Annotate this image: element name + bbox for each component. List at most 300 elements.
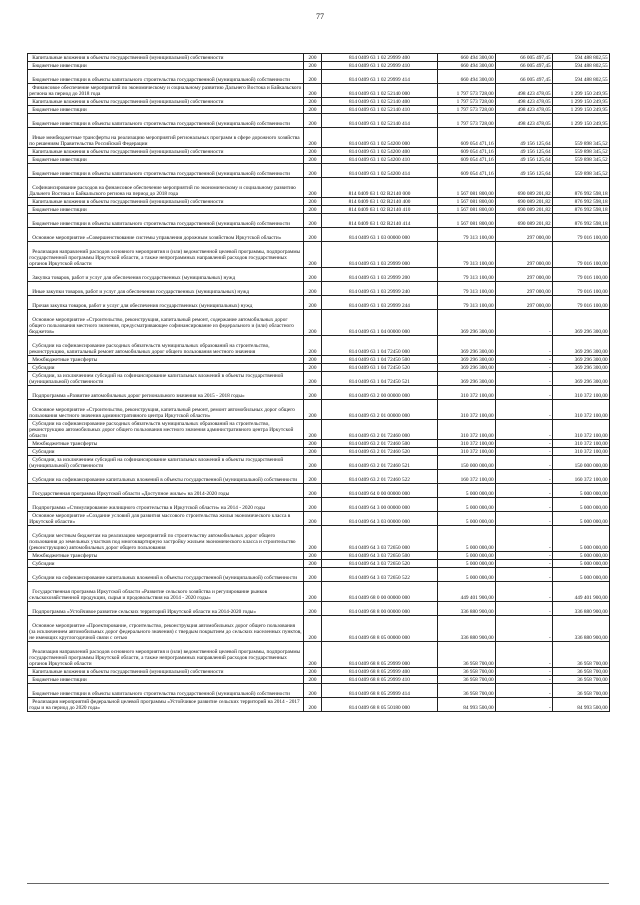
row-name: Иные межбюджетные трансферты на реализацию мероприятий региональных программ в сфере дорожного хозяйства по решениям Правительства Российской Федерации <box>28 128 304 148</box>
row-amount-plan: 36 958 700,00 <box>438 676 496 684</box>
row-amount-plan: 5 000 000,00 <box>438 568 496 582</box>
row-amount-change: 66 005 497,45 <box>496 54 553 62</box>
row-amount-total: 369 296 300,00 <box>553 364 610 372</box>
row-classification-code: 814 0409 68 8 05 00000 000 <box>322 616 438 642</box>
row-name: Бюджетные инвестиции в объекты капитального строительства государственной (муниципальной) собственности <box>28 114 304 128</box>
row-classification-code: 814 0409 63 1 04 72450 000 <box>322 336 438 356</box>
row-amount-change: - <box>496 448 553 456</box>
row-amount-plan: 79 313 100,00 <box>438 268 496 282</box>
row-group-code: 200 <box>304 214 322 228</box>
row-group-code: 200 <box>304 456 322 470</box>
row-amount-change: 297 000,00 <box>496 228 553 242</box>
row-amount-plan: 310 372 100,00 <box>438 448 496 456</box>
row-classification-code: 814 0409 63 2 01 72460 520 <box>322 448 438 456</box>
row-amount-plan: 660 494 300,00 <box>438 54 496 62</box>
table-row <box>28 156 610 164</box>
row-amount-plan: 5 000 000,00 <box>438 552 496 560</box>
row-amount-total: 36 958 700,00 <box>553 668 610 676</box>
row-classification-code: 814 0409 63 1 02 52140 400 <box>322 98 438 106</box>
row-name: Субсидии на софинансирование расходных обязательств муниципальных образований на строительство, реконструкцию автомобильных дорог общего пользования местного значения административного центра Иркутской области <box>28 420 304 440</box>
row-name: Бюджетные инвестиции в объекты капитального строительства государственной (муниципальной) собственности <box>28 214 304 228</box>
row-amount-plan: 660 494 300,00 <box>438 70 496 84</box>
table-row <box>28 54 610 62</box>
table-row <box>28 498 610 512</box>
row-group-code: 200 <box>304 470 322 484</box>
table-row <box>28 676 610 684</box>
table-row <box>28 568 610 582</box>
row-classification-code: 814 0409 68 8 05 29999 414 <box>322 684 438 698</box>
row-amount-total: 79 016 100,00 <box>553 282 610 296</box>
row-classification-code: 814 0409 63 1 03 29999 244 <box>322 296 438 310</box>
row-name: Иные закупки товаров, работ и услуг для обеспечения государственных (муниципальных) нужд <box>28 282 304 296</box>
table-row <box>28 242 610 268</box>
row-amount-plan: 609 054 471,16 <box>438 148 496 156</box>
row-name: Подпрограмма «Развитие автомобильных дорог регионального значения на 2015 - 2018 годы» <box>28 386 304 400</box>
row-group-code: 200 <box>304 582 322 602</box>
table-row <box>28 642 610 668</box>
row-group-code: 200 <box>304 372 322 386</box>
row-classification-code: 814 0409 63 1 02 54200 410 <box>322 156 438 164</box>
row-classification-code: 814 0409 68 8 05 29999 000 <box>322 642 438 668</box>
row-amount-change: - <box>496 684 553 698</box>
row-name: Прочая закупка товаров, работ и услуг для обеспечения государственных (муниципальных) нужд <box>28 296 304 310</box>
row-classification-code: 814 0409 63 1 02 29999 400 <box>322 54 438 62</box>
row-group-code: 200 <box>304 114 322 128</box>
row-group-code: 200 <box>304 512 322 526</box>
table-row <box>28 560 610 568</box>
row-classification-code: 814 0409 64 0 00 00000 000 <box>322 484 438 498</box>
row-classification-code: 814 0409 63 1 02 52140 000 <box>322 84 438 98</box>
row-amount-plan: 336 880 900,00 <box>438 616 496 642</box>
row-group-code: 200 <box>304 296 322 310</box>
row-amount-plan: 369 296 300,00 <box>438 356 496 364</box>
row-amount-change: 49 156 125,64 <box>496 148 553 156</box>
row-amount-total: 36 958 700,00 <box>553 676 610 684</box>
row-classification-code: 814 0409 63 2 01 72460 000 <box>322 420 438 440</box>
row-amount-plan: 310 372 100,00 <box>438 386 496 400</box>
row-amount-change: 297 000,00 <box>496 268 553 282</box>
row-name: Межбюджетные трансферты <box>28 356 304 364</box>
row-amount-total: 369 296 300,00 <box>553 336 610 356</box>
row-name: Субсидии на софинансирование капитальных вложений в объекты государственной (муниципальной) собственности <box>28 470 304 484</box>
row-classification-code: 814 0409 63 2 01 72460 500 <box>322 440 438 448</box>
row-amount-change: - <box>496 552 553 560</box>
row-amount-total: 1 299 150 249,95 <box>553 114 610 128</box>
row-group-code: 200 <box>304 676 322 684</box>
row-name: Основное мероприятие «Создание условий для развития массового строительства жилья экономического класса в Иркутской области» <box>28 512 304 526</box>
row-amount-plan: 369 296 300,00 <box>438 310 496 336</box>
row-amount-change: - <box>496 668 553 676</box>
row-group-code: 200 <box>304 698 322 712</box>
row-amount-plan: 5 000 000,00 <box>438 512 496 526</box>
table-row <box>28 684 610 698</box>
table-row <box>28 296 610 310</box>
row-group-code: 200 <box>304 228 322 242</box>
table-row <box>28 400 610 420</box>
row-amount-change: 690 089 201,82 <box>496 206 553 214</box>
table-row <box>28 440 610 448</box>
row-amount-change: 498 423 478,05 <box>496 98 553 106</box>
row-amount-plan: 79 313 100,00 <box>438 296 496 310</box>
row-group-code: 200 <box>304 386 322 400</box>
row-amount-plan: 369 296 300,00 <box>438 364 496 372</box>
row-amount-change: 49 156 125,64 <box>496 156 553 164</box>
table-row <box>28 268 610 282</box>
row-amount-change: - <box>496 642 553 668</box>
table-row <box>28 456 610 470</box>
row-group-code: 200 <box>304 668 322 676</box>
table-row <box>28 356 610 364</box>
row-amount-change: - <box>496 386 553 400</box>
row-amount-change: 690 089 201,82 <box>496 198 553 206</box>
row-amount-change: 49 156 125,64 <box>496 164 553 178</box>
row-classification-code: 814 0409 68 8 05 29999 400 <box>322 668 438 676</box>
row-amount-total: 369 296 300,00 <box>553 372 610 386</box>
row-name: Бюджетные инвестиции <box>28 156 304 164</box>
row-amount-plan: 1 797 573 728,00 <box>438 84 496 98</box>
row-amount-total: 79 016 100,00 <box>553 228 610 242</box>
row-amount-total: 310 372 100,00 <box>553 386 610 400</box>
row-amount-change: - <box>496 372 553 386</box>
row-group-code: 200 <box>304 568 322 582</box>
row-group-code: 200 <box>304 268 322 282</box>
row-name: Субсидии, за исключением субсидий на софинансирование капитальных вложений в объекты государственной (муниципальной) собственности <box>28 372 304 386</box>
row-amount-plan: 310 372 100,00 <box>438 440 496 448</box>
row-amount-plan: 609 054 471,16 <box>438 128 496 148</box>
row-name: Межбюджетные трансферты <box>28 440 304 448</box>
table-row <box>28 84 610 98</box>
row-classification-code: 814 0409 63 1 02 R2140 410 <box>322 206 438 214</box>
row-name: Бюджетные инвестиции <box>28 676 304 684</box>
row-amount-change: 498 423 478,05 <box>496 114 553 128</box>
table-row <box>28 364 610 372</box>
row-amount-total: 79 016 100,00 <box>553 296 610 310</box>
row-amount-total: 5 000 000,00 <box>553 560 610 568</box>
row-name: Бюджетные инвестиции <box>28 62 304 70</box>
row-amount-change: - <box>496 526 553 552</box>
row-amount-change: - <box>496 336 553 356</box>
row-amount-total: 336 880 900,00 <box>553 602 610 616</box>
row-group-code: 200 <box>304 84 322 98</box>
table-row <box>28 512 610 526</box>
row-name: Бюджетные инвестиции <box>28 106 304 114</box>
row-name: Капитальные вложения в объекты государственной (муниципальной) собственности <box>28 98 304 106</box>
row-amount-change: - <box>496 676 553 684</box>
row-name: Реализация направлений расходов основного мероприятия и (или) ведомственной целевой программы, подпрограммы государственной программы Иркутской области, а также непрограммных направлений расходов государственных органов Иркутской области <box>28 642 304 668</box>
row-amount-plan: 369 296 300,00 <box>438 372 496 386</box>
row-classification-code: 814 0409 63 2 01 72460 521 <box>322 456 438 470</box>
row-classification-code: 814 0409 63 1 02 54200 414 <box>322 164 438 178</box>
row-name: Основное мероприятие «Проектирование, строительство, реконструкция автомобильных дорог общего пользования (за исключением автомобильных дорог федерального значения) с твердым покрытием до сельских населенных пунктов, не имеющих круглогодичной связи с сетью <box>28 616 304 642</box>
row-group-code: 200 <box>304 356 322 364</box>
row-amount-change: 297 000,00 <box>496 296 553 310</box>
row-classification-code: 814 0409 63 1 03 29999 240 <box>322 282 438 296</box>
row-group-code: 200 <box>304 310 322 336</box>
row-amount-change: - <box>496 456 553 470</box>
row-group-code: 200 <box>304 400 322 420</box>
row-amount-change: - <box>496 602 553 616</box>
row-name: Субсидии <box>28 448 304 456</box>
row-amount-total: 1 299 150 249,95 <box>553 106 610 114</box>
row-classification-code: 814 0409 63 1 02 R2140 400 <box>322 198 438 206</box>
row-amount-plan: 369 296 300,00 <box>438 336 496 356</box>
row-name: Финансовое обеспечение мероприятий по экономическому и социальному развитию Дальнего Востока и Байкальского региона на период до 2018 года <box>28 84 304 98</box>
row-amount-change: 498 423 478,05 <box>496 84 553 98</box>
row-name: Бюджетные инвестиции в объекты капитального строительства государственной (муниципальной) собственности <box>28 164 304 178</box>
table-row <box>28 98 610 106</box>
row-amount-plan: 310 372 100,00 <box>438 420 496 440</box>
row-group-code: 200 <box>304 198 322 206</box>
row-amount-plan: 609 054 471,16 <box>438 156 496 164</box>
row-name: Реализация мероприятий федеральной целевой программы «Устойчивое развитие сельских территорий на 2014 - 2017 годы и на период до 2020 года» <box>28 698 304 712</box>
row-classification-code: 814 0409 63 2 00 00000 000 <box>322 386 438 400</box>
row-name: Капитальные вложения в объекты государственной (муниципальной) собственности <box>28 668 304 676</box>
row-amount-plan: 5 000 000,00 <box>438 526 496 552</box>
row-group-code: 200 <box>304 498 322 512</box>
row-classification-code: 814 0409 63 2 01 00000 000 <box>322 400 438 420</box>
row-amount-change: - <box>496 484 553 498</box>
table-row <box>28 552 610 560</box>
row-amount-total: 559 898 345,52 <box>553 148 610 156</box>
row-group-code: 200 <box>304 552 322 560</box>
table-row <box>28 582 610 602</box>
row-amount-total: 36 958 700,00 <box>553 642 610 668</box>
table-row <box>28 128 610 148</box>
row-classification-code: 814 0409 68 0 00 00000 000 <box>322 582 438 602</box>
row-amount-total: 36 958 700,00 <box>553 684 610 698</box>
row-amount-total: 369 296 300,00 <box>553 356 610 364</box>
row-name: Подпрограмма «Стимулирование жилищного строительства в Иркутской области» на 2014 - 2020 годы <box>28 498 304 512</box>
row-amount-change: - <box>496 364 553 372</box>
row-amount-change: - <box>496 512 553 526</box>
table-row <box>28 282 610 296</box>
table-row <box>28 114 610 128</box>
table-row <box>28 206 610 214</box>
row-classification-code: 814 0409 63 1 03 29999 200 <box>322 268 438 282</box>
page-number: 77 <box>316 12 324 21</box>
row-amount-plan: 79 313 100,00 <box>438 282 496 296</box>
table-row <box>28 698 610 712</box>
row-classification-code: 814 0409 63 1 02 29999 414 <box>322 70 438 84</box>
row-group-code: 200 <box>304 336 322 356</box>
table-row <box>28 602 610 616</box>
table-row <box>28 448 610 456</box>
row-classification-code: 814 0409 63 1 02 54200 400 <box>322 148 438 156</box>
row-name: Закупка товаров, работ и услуг для обеспечения государственных (муниципальных) нужд <box>28 268 304 282</box>
row-group-code: 200 <box>304 684 322 698</box>
table-row <box>28 526 610 552</box>
row-name: Государственная программа Иркутской области «Доступное жилье» на 2014-2020 годы <box>28 484 304 498</box>
row-group-code: 200 <box>304 164 322 178</box>
row-amount-total: 310 372 100,00 <box>553 448 610 456</box>
table-row <box>28 164 610 178</box>
row-amount-total: 1 299 150 249,95 <box>553 84 610 98</box>
row-name: Бюджетные инвестиции в объекты капитального строительства государственной (муниципальной) собственности <box>28 684 304 698</box>
row-amount-change: 66 005 497,45 <box>496 70 553 84</box>
row-classification-code: 814 0409 63 1 02 29999 410 <box>322 62 438 70</box>
row-amount-plan: 1 567 081 800,00 <box>438 198 496 206</box>
row-amount-change: - <box>496 698 553 712</box>
row-group-code: 200 <box>304 106 322 114</box>
row-amount-total: 1 299 150 249,95 <box>553 98 610 106</box>
row-group-code: 200 <box>304 148 322 156</box>
table-row <box>28 310 610 336</box>
row-amount-total: 5 000 000,00 <box>553 484 610 498</box>
row-group-code: 200 <box>304 448 322 456</box>
row-amount-total: 5 000 000,00 <box>553 568 610 582</box>
row-amount-plan: 1 797 573 728,00 <box>438 114 496 128</box>
table-row <box>28 106 610 114</box>
row-amount-total: 449 401 900,00 <box>553 582 610 602</box>
row-classification-code: 814 0409 64 3 03 72650 000 <box>322 526 438 552</box>
row-amount-total: 369 296 300,00 <box>553 310 610 336</box>
row-classification-code: 814 0409 64 3 03 00000 000 <box>322 512 438 526</box>
row-amount-total: 5 000 000,00 <box>553 512 610 526</box>
row-amount-plan: 5 000 000,00 <box>438 560 496 568</box>
row-classification-code: 814 0409 63 1 02 R2140 000 <box>322 178 438 198</box>
footer-rule <box>27 883 609 884</box>
row-name: Капитальные вложения в объекты государственной (муниципальной) собственности <box>28 54 304 62</box>
row-name: Субсидии местным бюджетам на реализацию мероприятий по строительству автомобильных дорог общего пользования до земельных участков под многоквартирную застройку жильем экономического класса и строительство (реконструкцию) автомобильных дорог общего пользования <box>28 526 304 552</box>
row-name: Бюджетные инвестиции <box>28 206 304 214</box>
row-amount-plan: 160 372 100,00 <box>438 470 496 484</box>
row-amount-total: 79 016 100,00 <box>553 242 610 268</box>
row-amount-plan: 609 054 471,16 <box>438 164 496 178</box>
row-amount-plan: 150 000 000,00 <box>438 456 496 470</box>
row-amount-change: - <box>496 470 553 484</box>
row-amount-change: 498 423 478,05 <box>496 106 553 114</box>
row-classification-code: 814 0409 63 2 01 72460 522 <box>322 470 438 484</box>
row-classification-code: 814 0409 64 3 00 00000 000 <box>322 498 438 512</box>
row-amount-total: 5 000 000,00 <box>553 498 610 512</box>
row-amount-change: 690 089 201,82 <box>496 214 553 228</box>
row-name: Государственная программа Иркутской области «Развитие сельского хозяйства и регулирование рынков сельскохозяйственной продукции, сырья и продовольствия на 2014 - 2020 годы» <box>28 582 304 602</box>
row-amount-total: 559 898 345,52 <box>553 128 610 148</box>
row-amount-total: 594 488 802,55 <box>553 62 610 70</box>
row-amount-plan: 79 313 100,00 <box>438 242 496 268</box>
table-row <box>28 336 610 356</box>
row-group-code: 200 <box>304 178 322 198</box>
row-classification-code: 814 0409 68 8 00 00000 000 <box>322 602 438 616</box>
row-amount-total: 310 372 100,00 <box>553 400 610 420</box>
row-amount-plan: 36 958 700,00 <box>438 668 496 676</box>
row-group-code: 200 <box>304 282 322 296</box>
table-row <box>28 668 610 676</box>
row-group-code: 200 <box>304 98 322 106</box>
row-classification-code: 814 0409 63 1 04 72450 500 <box>322 356 438 364</box>
row-name: Межбюджетные трансферты <box>28 552 304 560</box>
row-group-code: 200 <box>304 484 322 498</box>
row-group-code: 200 <box>304 440 322 448</box>
row-name: Субсидии, за исключением субсидий на софинансирование капитальных вложений в объекты государственной (муниципальной) собственности <box>28 456 304 470</box>
row-amount-total: 336 880 900,00 <box>553 616 610 642</box>
row-name: Подпрограмма «Устойчивое развитие сельских территорий Иркутской области на 2014-2020 годы» <box>28 602 304 616</box>
row-name: Софинансирование расходов на финансовое обеспечение мероприятий по экономическому и социальному развитию Дальнего Востока и Байкальского региона на период до 2018 года <box>28 178 304 198</box>
row-classification-code: 814 0409 68 8 05 50180 000 <box>322 698 438 712</box>
row-amount-change: - <box>496 616 553 642</box>
table-row <box>28 62 610 70</box>
row-group-code: 200 <box>304 526 322 552</box>
row-name: Основное мероприятие «Строительство, реконструкция, капитальный ремонт, ремонт автомобильных дорог общего пользования местного значения административного центра Иркутской области» <box>28 400 304 420</box>
row-name: Субсидии на софинансирование капитальных вложений в объекты государственной (муниципальной) собственности <box>28 568 304 582</box>
row-name: Капитальные вложения в объекты государственной (муниципальной) собственности <box>28 198 304 206</box>
row-amount-change: 49 156 125,64 <box>496 128 553 148</box>
row-amount-total: 5 000 000,00 <box>553 552 610 560</box>
row-name: Капитальные вложения в объекты государственной (муниципальной) собственности <box>28 148 304 156</box>
row-amount-plan: 1 797 573 728,00 <box>438 98 496 106</box>
row-name: Субсидии <box>28 364 304 372</box>
row-group-code: 200 <box>304 128 322 148</box>
row-name: Субсидии на софинансирование расходных обязательств муниципальных образований на строительство, реконструкцию, капитальный ремонт автомобильных дорог общего пользования местного значения <box>28 336 304 356</box>
table-row <box>28 386 610 400</box>
row-amount-change: - <box>496 582 553 602</box>
row-amount-total: 150 000 000,00 <box>553 456 610 470</box>
row-group-code: 200 <box>304 156 322 164</box>
row-amount-change: 66 005 497,45 <box>496 62 553 70</box>
row-amount-total: 79 016 100,00 <box>553 268 610 282</box>
row-amount-change: - <box>496 400 553 420</box>
table-row <box>28 372 610 386</box>
table-row <box>28 198 610 206</box>
row-classification-code: 814 0409 64 3 03 72650 500 <box>322 552 438 560</box>
row-name: Субсидии <box>28 560 304 568</box>
row-amount-change: - <box>496 420 553 440</box>
row-amount-plan: 449 401 900,00 <box>438 582 496 602</box>
row-amount-plan: 1 567 081 800,00 <box>438 206 496 214</box>
row-amount-total: 559 898 345,52 <box>553 164 610 178</box>
row-classification-code: 814 0409 63 1 04 72450 521 <box>322 372 438 386</box>
row-amount-change: - <box>496 440 553 448</box>
row-name: Реализация направлений расходов основного мероприятия и (или) ведомственной целевой программы, подпрограммы государственной программы Иркутской области, а также непрограммных направлений расходов государственных органов Иркутской области <box>28 242 304 268</box>
row-amount-plan: 336 880 900,00 <box>438 602 496 616</box>
row-classification-code: 814 0409 68 8 05 29999 410 <box>322 676 438 684</box>
row-group-code: 200 <box>304 242 322 268</box>
row-amount-change: 297 000,00 <box>496 242 553 268</box>
row-amount-total: 876 992 598,18 <box>553 206 610 214</box>
row-group-code: 200 <box>304 560 322 568</box>
row-group-code: 200 <box>304 602 322 616</box>
row-amount-plan: 36 958 700,00 <box>438 684 496 698</box>
row-amount-plan: 1 567 081 800,00 <box>438 178 496 198</box>
row-amount-total: 5 000 000,00 <box>553 526 610 552</box>
row-amount-plan: 660 494 300,00 <box>438 62 496 70</box>
table-row <box>28 148 610 156</box>
row-amount-plan: 1 567 081 800,00 <box>438 214 496 228</box>
row-amount-total: 876 992 598,18 <box>553 178 610 198</box>
row-classification-code: 814 0409 63 1 02 52140 414 <box>322 114 438 128</box>
table-row <box>28 214 610 228</box>
table-row <box>28 616 610 642</box>
row-group-code: 200 <box>304 206 322 214</box>
row-group-code: 200 <box>304 420 322 440</box>
row-classification-code: 814 0409 63 1 02 54200 000 <box>322 128 438 148</box>
row-amount-plan: 36 958 700,00 <box>438 642 496 668</box>
row-group-code: 200 <box>304 642 322 668</box>
table-row <box>28 420 610 440</box>
budget-table-body <box>28 54 610 712</box>
row-classification-code: 814 0409 63 1 02 52140 410 <box>322 106 438 114</box>
row-amount-plan: 310 372 100,00 <box>438 400 496 420</box>
row-amount-total: 876 992 598,18 <box>553 214 610 228</box>
row-amount-change: - <box>496 356 553 364</box>
row-amount-change: 690 089 201,82 <box>496 178 553 198</box>
row-amount-plan: 1 797 573 728,00 <box>438 106 496 114</box>
table-row <box>28 228 610 242</box>
row-classification-code: 814 0409 63 1 03 00000 000 <box>322 228 438 242</box>
row-amount-plan: 5 000 000,00 <box>438 484 496 498</box>
row-amount-total: 594 488 802,55 <box>553 70 610 84</box>
row-amount-plan: 5 000 000,00 <box>438 498 496 512</box>
